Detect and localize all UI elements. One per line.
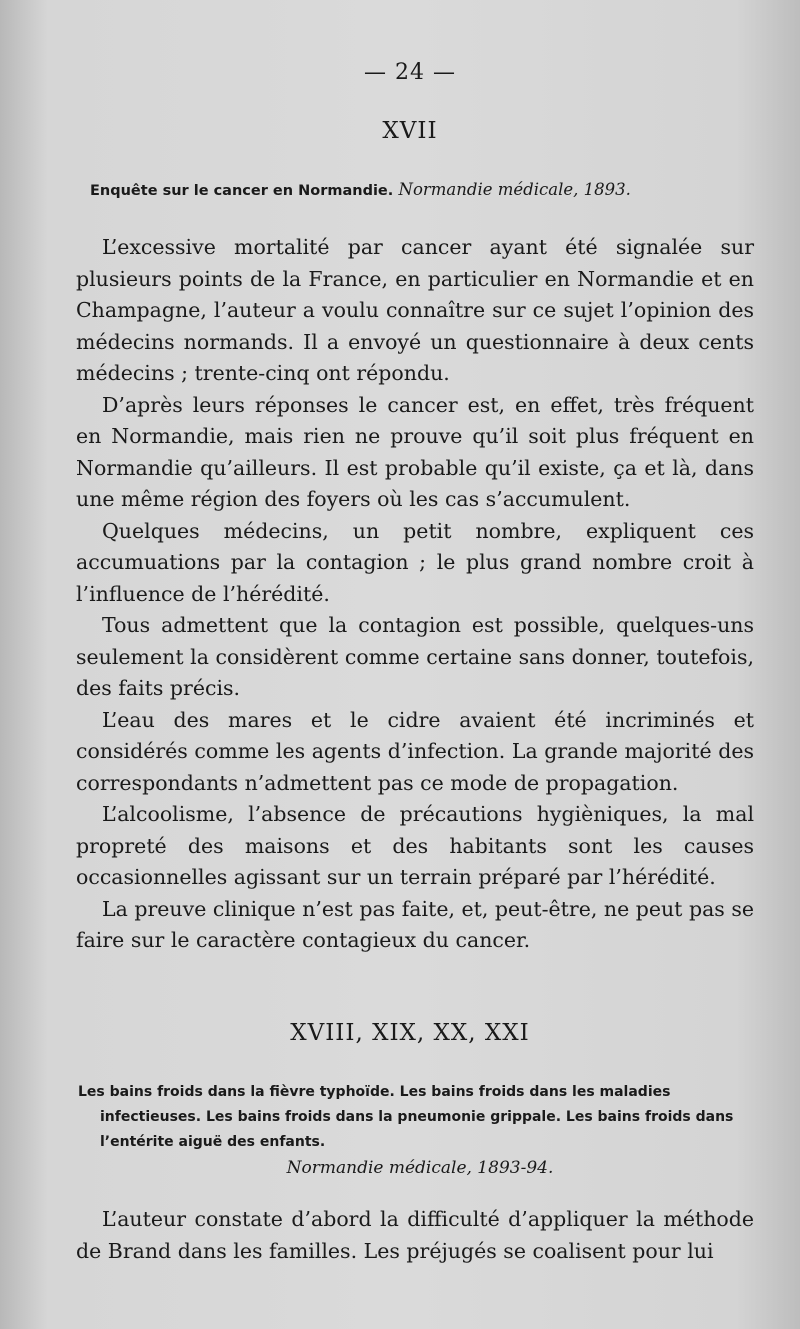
section-body: [76, 1204, 754, 1267]
page-number: — 24 —: [364, 60, 456, 85]
paragraph: L’alcoolisme, l’absence de précautions hygièniques, la mal propreté des maisons et des habitants sont les causes occasionnelles agissant sur un terrain préparé par l’hérédité.: [76, 802, 754, 889]
paragraph: L’excessive mortalité par cancer ayant été signalée sur plusieurs points de la France, en particulier en Normandie et en Champagne, l’auteur a voulu connaître sur ce sujet l’opinion des médecins normands. Il a envoyé un questionnaire à deux cents médecins ; trente-cinq ont répondu.: [76, 235, 754, 385]
paragraph: D’après leurs réponses le cancer est, en effet, très fréquent en Normandie, mais rien ne prouve qu’il soit plus fréquent en Normandie qu’ailleurs. Il est probable qu’il existe, ça et là, dans une même région des foyers où les cas s’accumulent.: [76, 392, 754, 511]
paragraph: L’eau des mares et le cidre avaient été incriminés et considérés comme les agents d’infection. La grande majorité des correspondants n’admettent pas ce mode de propagation.: [76, 707, 754, 795]
section-heading-xviii-xxi: XVIII, XIX, XX, XXI: [290, 1020, 530, 1046]
section-subtitle: [90, 180, 770, 199]
article-title: Enquête sur le cancer en Normandie.: [90, 183, 394, 199]
paragraph: La preuve clinique n’est pas faite, et, peut-être, ne peut pas se faire sur le caractère contagieux du cancer.: [76, 896, 754, 952]
paragraph: L’auteur constate d’abord la difficulté d’appliquer la méthode de Brand dans les familles. Les préjugés se coalisent pour lui: [76, 1207, 754, 1263]
journal-reference: Normandie médicale, 1893-94.: [286, 1158, 554, 1178]
section-heading-xvii: XVII: [382, 118, 438, 144]
section-body: [76, 232, 754, 957]
paragraph: Quelques médecins, un petit nombre, expliquent ces accumuations par la contagion ; le plus grand nombre croit à l’influence de l’hérédité.: [76, 518, 754, 606]
paragraph: Tous admettent que la contagion est possible, quelques-uns seulement la considèrent comme certaine sans donner, toutefois, des faits précis.: [76, 613, 754, 700]
article-title: Les bains froids dans la fièvre typhoïde. Les bains froids dans les maladies infectieuses. Les bains froids dans la pneumonie grippale. Les bains froids dans l’entérite aiguë des enfants.: [78, 1084, 734, 1150]
journal-reference: Normandie médicale, 1893.: [398, 180, 631, 199]
